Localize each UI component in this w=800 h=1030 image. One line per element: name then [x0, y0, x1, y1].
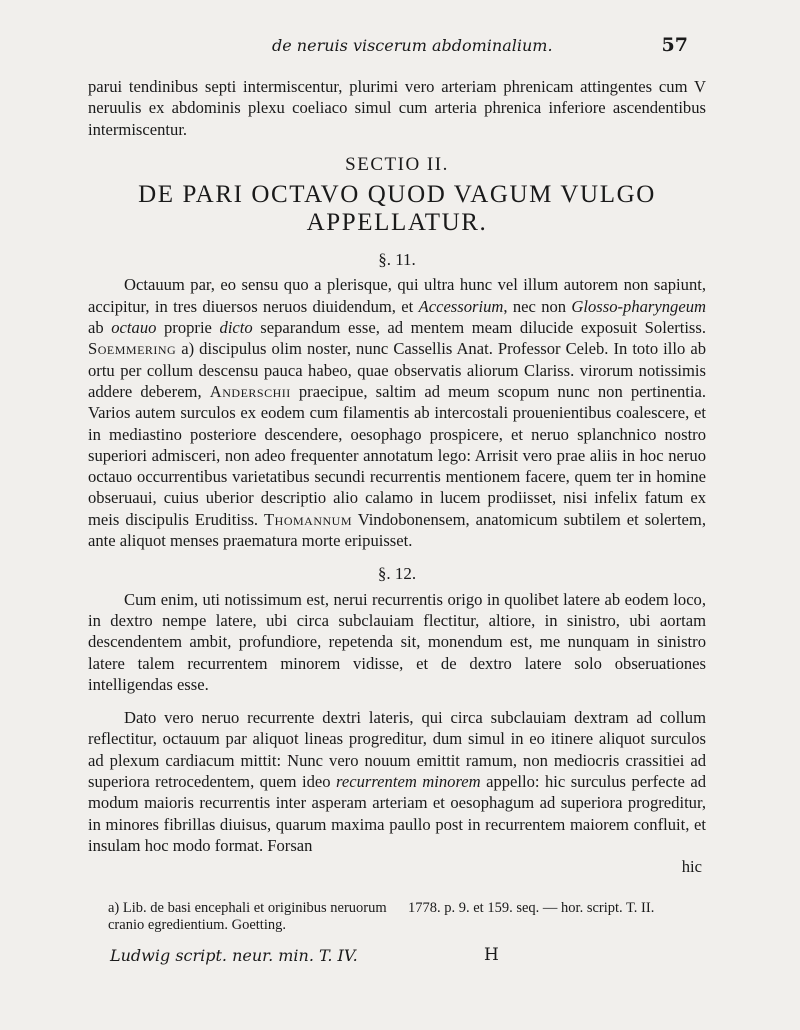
page-header	[0, 36, 800, 58]
footnote-left: a) Lib. de basi encephali et originibus neruorum cranio egredientium. Goetting.	[108, 900, 387, 933]
text-run: Octauum par, eo sensu quo a plerisque, qui ultra hunc vel illum autorem non sapiunt, accipitur, in tres diuersos neruos diuidendum, et	[88, 275, 706, 316]
footnote-right: 1778. p. 9. et 159. seq. — hor. script. T. II.	[408, 900, 655, 916]
text-run: Vindobonensem, anatomicum subtilem et solertem, ante aliquot menses praematura morte eripuisset.	[88, 509, 706, 551]
paragraph-number-11: §. 11.	[378, 250, 416, 270]
italic-term: dicto	[219, 318, 253, 338]
text-run: appello: hic surculus perfecte ad modum maioris recurrentis inter asperam arteriam et oesophagum ad superiora progreditur, in minores fibrillas diuisus, quarum maxima paullo post in recurrentem maiorem confluit, et insulam hoc modo format. Forsan	[88, 772, 706, 855]
section-heading	[88, 181, 706, 237]
intro-line: cum V neruulis ex abdominis plexu coeliaco simul cum arteria phrenica inferiore	[88, 77, 707, 118]
text-run: , nec non	[503, 296, 572, 316]
section-heading-line-2: APPELLATUR.	[306, 209, 488, 237]
footnote	[108, 900, 708, 940]
italic-term: Glosso-pharyngeum	[571, 296, 706, 316]
paragraph-12b	[88, 707, 706, 856]
running-head: de neruis viscerum abdominalium.	[272, 36, 553, 55]
page-number: 57	[661, 34, 688, 56]
body-text	[88, 76, 706, 878]
section-title: SECTIO II.	[345, 153, 449, 175]
text-run: separandum esse, ad mentem meam dilucide exposuit Solertiss.	[252, 318, 706, 338]
text-run: praecipue, saltim ad meum scopum nunc non pertinentia. Varios autem surculos ex eodem cum filamentis ab intercostali prouenientibus coalescere, et in mediastino posteriore descendere, oesophago prospicere, et neruo splanchnico nostro superiori admisceri, non adeo frequenter annotatum lego: Arrisit vero prae aliis in hoc neruo octauo occurrentibus varietatibus secundi recurrentis mentionem facere, quem ter in homine obseruaui, cuius uberior descriptio alio calamo in lucem prodiisset, nisi infelix fatum ex meis discipulis Eruditiss.	[88, 381, 706, 529]
paragraph-12a: Cum enim, uti notissimum est, nerui recurrentis origo in quolibet latere ab eodem loco, in dextro nempe latere, ubi circa subclauiam flectitur, altiore, in sinistro, ubi aortam descendentem ambit, profundiore, repetenda sit, monendum est, me nunquam in sinistro latere talem recurrentem minorem vidisse, et de dextro latere solo obseruationes intelligendas esse.	[88, 589, 706, 694]
author-name: Thomannum	[264, 509, 353, 529]
author-name: Soemmering	[88, 339, 177, 359]
text-run: Dato vero neruo recurrente dextri lateris, qui circa subclauiam dextram ad collum reflectitur, octauum par aliquot lineas progreditur, dum simul in eo itinere aliquot surculos ad plexum cardiacum mittit: Nunc vero nouum emittit ramum, non mediocris crassitiei ad superiora retrocedentem, quem ideo	[88, 708, 706, 792]
page-footer	[0, 946, 800, 970]
paragraph-11	[88, 274, 706, 551]
intro-line: parui tendinibus septi intermiscentur, plurimi vero arteriam phrenicam attingentes	[88, 77, 653, 96]
paragraph-number-12: §. 12.	[377, 564, 417, 584]
intro-paragraph	[88, 76, 706, 140]
intro-line: ascendentibus intermiscentur.	[88, 98, 706, 139]
italic-term: Accessorium	[418, 296, 504, 316]
text-run: proprie	[156, 318, 220, 338]
section-heading-line-1: DE PARI OCTAVO QUOD VAGUM VULGO	[138, 181, 656, 209]
author-name: Anderschii	[209, 381, 291, 401]
signature-line: Ludwig script. neur. min. T. IV.	[110, 946, 358, 965]
text-run: ab	[88, 318, 112, 338]
italic-term: recurrentem minorem	[336, 772, 481, 792]
catchword: hic	[681, 857, 702, 877]
signature-mark: H	[484, 945, 499, 965]
italic-term: octauo	[111, 318, 157, 338]
text-run: a) discipulus olim noster, nunc Cassellis Anat. Professor Celeb. In toto illo ab ortu per collum descensu pauca habeo, quae observatis aliorum Clariss. virorum notissimis addere deberem,	[88, 339, 706, 401]
